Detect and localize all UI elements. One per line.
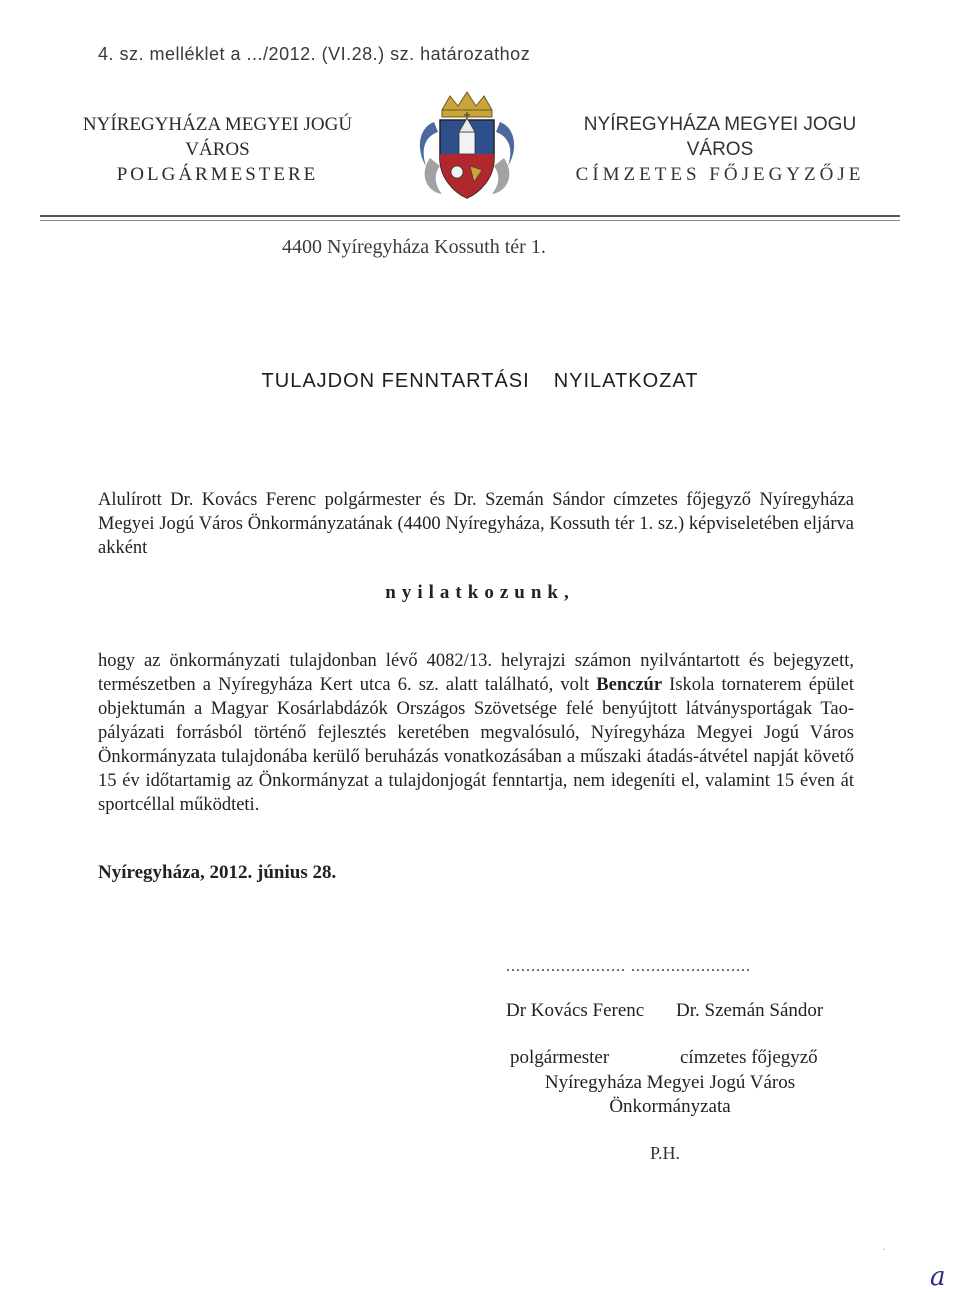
stamp-placeholder: P.H. bbox=[649, 1143, 680, 1163]
letterhead-right-line3: CÍMZETES FŐJEGYZŐJE bbox=[575, 164, 865, 185]
scan-speck: · bbox=[882, 1242, 886, 1256]
handwritten-initial: a bbox=[930, 1262, 946, 1292]
signatory-organization bbox=[500, 1071, 840, 1119]
city-crest-icon bbox=[412, 88, 522, 206]
letterhead-address: 4400 Nyíregyháza Kossuth tér 1. bbox=[282, 236, 546, 258]
document-title-part1: TULAJDON FENNTARTÁSI bbox=[261, 370, 530, 392]
document-title-part2: NYILATKOZAT bbox=[553, 370, 699, 392]
signatory-name-mayor: Dr Kovács Ferenc bbox=[506, 1000, 645, 1021]
letterhead-right bbox=[560, 112, 880, 187]
annex-reference: 4. sz. melléklet a .../2012. (VI.28.) sz. határozathoz bbox=[98, 44, 531, 64]
declaration-paragraph bbox=[98, 649, 854, 817]
declaration-word: nyilatkozunk, bbox=[385, 582, 575, 603]
declaration-text-end: Iskola tornaterem épület objektumán a Magyar Kosárlabdázók Országos Szövetsége felé benyújtott látványsportágak Tao-pályázati forrásból történő fejlesztés keretében megvalósuló, Nyíregyháza Megyei Jogú Város Önkormányzata tulajdonába kerülő beruházás vonatkozásában a műszaki átadás-átvétel napját követő 15 év időtartamig az Önkormányzat a tulajdonjogát fenntartja, nem idegeníti el, valamint 15 éven át sportcéllal működteti. bbox=[98, 675, 854, 815]
signatory-role-notary: címzetes főjegyző bbox=[680, 1047, 818, 1068]
signatory-name-notary: Dr. Szemán Sándor bbox=[676, 1000, 824, 1021]
declaration-text-bold: Benczúr bbox=[596, 675, 663, 695]
signatory-role-mayor: polgármester bbox=[510, 1047, 610, 1068]
letterhead-left-line2: VÁROS bbox=[185, 139, 250, 160]
intro-paragraph: Alulírott Dr. Kovács Ferenc polgármester és Dr. Szemán Sándor címzetes főjegyző Nyíregyháza Megyei Jogú Város Önkormányzatának (4400 Nyíregyháza, Kossuth tér 1. sz.) képviseletében eljárva akként bbox=[98, 490, 854, 558]
letterhead-right-line1: NYÍREGYHÁZA MEGYEI JOGU bbox=[583, 114, 857, 135]
letterhead-right-line2: VÁROS bbox=[686, 139, 754, 160]
letterhead-divider bbox=[40, 215, 900, 217]
signature-dotted-line: ........................ ........................ bbox=[506, 958, 751, 975]
declaration-text-start: hogy az önkormányzati tulajdonban lévő 4082/13. helyrajzi számon nyilvántartott és bejegyzett, természetben a Nyíregyháza Kert utca 6. sz. alatt található, volt bbox=[98, 651, 854, 695]
document-title bbox=[0, 370, 960, 393]
date-line: Nyíregyháza, 2012. június 28. bbox=[98, 862, 337, 883]
signatory-organization-line1: Nyíregyháza Megyei Jogú Város bbox=[544, 1072, 796, 1093]
letterhead-divider-thin bbox=[40, 220, 900, 221]
letterhead-left-line1: NYÍREGYHÁZA MEGYEI JOGÚ bbox=[82, 114, 353, 135]
signatory-organization-line2: Önkormányzata bbox=[609, 1096, 731, 1117]
letterhead-left-line3: POLGÁRMESTERE bbox=[116, 164, 319, 185]
letterhead-left bbox=[60, 112, 375, 187]
